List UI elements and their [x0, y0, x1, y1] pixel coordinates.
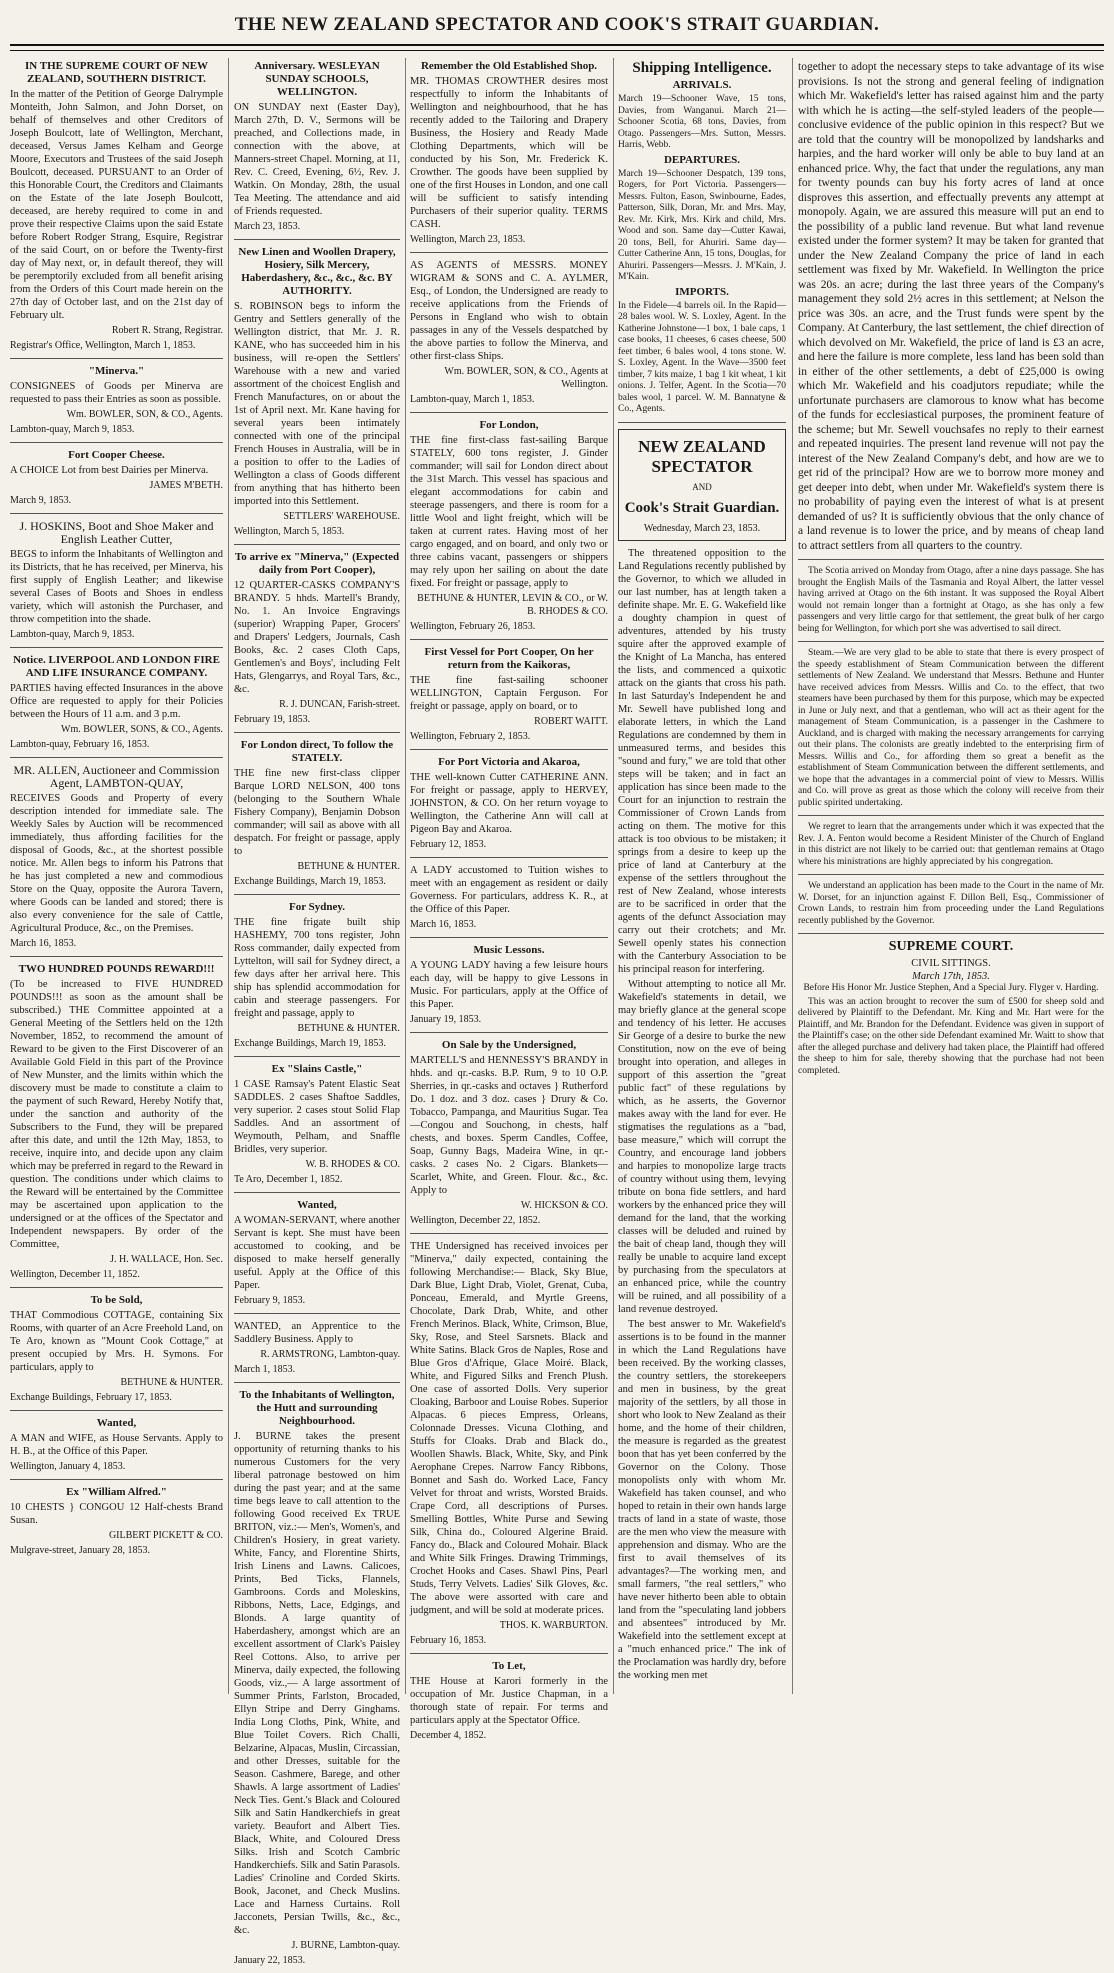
ad-ship-stately	[410, 419, 608, 640]
ad-ship-wellington	[410, 646, 608, 750]
subsection-heading: IMPORTS.	[675, 285, 729, 298]
masthead-rule-thin	[10, 50, 1104, 51]
ad-burne	[234, 1389, 400, 1973]
court-before: Before His Honor Mr. Justice Stephen, And a Special Jury. Flyger v. Harding.	[803, 983, 1099, 993]
ad-date: Lambton-quay, March 9, 1853.	[10, 629, 135, 640]
column-divider	[228, 58, 229, 1694]
ad-crowther	[410, 60, 608, 253]
ad-body: THE fine fast-sailing schooner WELLINGTON, Captain Ferguson. For freight or passage, apply on board, or to	[410, 675, 608, 712]
ad-heading: To arrive ex "Minerva," (Expected daily from Port Cooper),	[234, 551, 400, 576]
ad-signature: R. ARMSTRONG, Lambton-quay.	[260, 1349, 400, 1360]
ad-signature: J. BURNE, Lambton-quay.	[291, 1940, 400, 1951]
masthead-title: THE NEW ZEALAND SPECTATOR AND COOK'S STRAIT GUARDIAN.	[234, 14, 880, 35]
ad-body: PARTIES having effected Insurances in the above Office are requested to apply for their Policies between the Hours of 11 a.m. and 3 p.m.	[10, 683, 223, 720]
ad-body: THE fine frigate built ship HASHEMY, 700 tons register, John Ross commander, daily expected from Lyttelton, will sail for Sydney direct, a few days after her arrival here. This ship has splendid accommodation for cabin and steerage passengers. For freight and passage, apply to	[234, 917, 400, 1019]
editorial-paragraph: together to adopt the necessary steps to take advantage of its wise provisions. Is not the strong and general feeling of indignation which Mr. Wakefield's letter has raised against him and the party with which he is acting—the self-styled leaders of the people—conclusive evidence of the public opinion in this respect? But we are told that the country will be monopolized by landsharks and harpies, and the hard worker will only be able to buy land at an enhanced price. Why, the fact that under the regulations, any man for twenty pounds can buy his forty acres of land at once disproves this assertion, and effectually prevents any attempt at monopoly. Again, we are assured this measure will put an end to the possibility of a public land revenue. But what land revenue existed under the former system? It may be taken for granted that under the New Zealand Company the price of land in each settlement was fixed by Mr. Wakefield. In Wellington the price was 20s. an acre; during the last three years of the Company's management they sold 2½ acres in this settlement; at Nelson the price was 30s. an acre, and the Trust funds were spent by the Company. At Canterbury, the last settlement, the chief direction of which devolved on Mr. Wakefield, the price of land is £3 an acre, and here the failure is more complete, less land has been sold than in either of the other settlements, a debt of £25,000 is owing which Mr. Wakefield and his coadjutors repudiate; while the unfortunate purchasers are clamorous to know what has become of the funds for ecclesiastical purposes, the prominent feature of the scheme; but Mr. Sewell vouchsafes no reply to their earnest and repeated inquiries. The present land revenue will not pay the interest of the New Zealand Company's debt, and how are we to get rid of the principal? How are we to borrow more money and get deeper into debt, when under Mr. Wakefield's system there is no probability of paying even the interest of what is at present demanded of us? It is sufficiently obvious that the only chance of a land revenue is to lower the price, and by means of cheap land to attract settlers from all quarters to the country.	[798, 61, 1104, 552]
ad-date: December 4, 1852.	[410, 1730, 487, 1741]
ad-body: A WOMAN-SERVANT, where another Servant is kept. She must have been accustomed to cooking, and be disposed to make herself generally useful. Apply at the Office of this Paper.	[234, 1215, 400, 1291]
ad-date: February 9, 1853.	[234, 1295, 306, 1306]
ad-agents	[410, 259, 608, 413]
ad-signature: W. B. RHODES & CO.	[305, 1159, 400, 1170]
ad-heading: First Vessel for Port Cooper, On her return from the Kaikoras,	[424, 646, 594, 671]
ad-signature: BETHUNE & HUNTER.	[297, 861, 400, 872]
ad-signature: BETHUNE & HUNTER.	[297, 1023, 400, 1034]
ad-date: February 12, 1853.	[410, 839, 487, 850]
departures-text: March 19—Schooner Despatch, 139 tons, Rogers, for Port Victoria. Passengers—Messrs. Fulton, Eason, Swinbourne, Eades, Patterson, Silk, Doran, Mr. and Mrs. May, Rev. Mr. Kirk, Mrs. Kirk and child, Mrs. Wood and son. Same day—Cutter Kawai, 20 tons, Bell, for Ahuriri. Same day—Cutter Catherine Ann, 15 tons, Douglas, for Ahuriri. Passengers—Messrs. J. M'Kain, J. M'Kain.	[618, 168, 786, 282]
notice-insurance	[10, 654, 223, 758]
ad-heading: Wanted,	[297, 1199, 337, 1211]
ad-heading: IN THE SUPREME COURT OF NEW ZEALAND, SOUTHERN DISTRICT.	[24, 60, 209, 85]
ad-cheese	[10, 449, 223, 514]
imports-text: In the Fidele—4 barrels oil. In the Rapid—28 bales wool. W. S. Loxley, Agent. In the Katherine Johnstone—1 box, 1 bale caps, 1 case books, 11 cheeses, 6 cases cheese, 500 feet timber, 6 bales wool, 4 tons stone. W. S. Loxley, Agent. In the Wave—3500 feet timber, 7 kits maize, 1 bag 1 kit wheat, 1 kit onions. J. Telfer, Agent. In the Scotia—70 bales wool, 1 parcel. W. M. Bannatyne & Co., Agents.	[618, 300, 786, 414]
arrivals-text: March 19—Schooner Wave, 15 tons, Davies, from Wanganui. March 21—Schooner Scotia, 68 tons, Davies, from Otago. Passengers—Mrs. Sutton, Messrs. Harris, Webb.	[618, 94, 786, 150]
ad-date: Wellington, December 22, 1852.	[410, 1215, 541, 1226]
ad-heading: For London,	[479, 419, 539, 431]
court-title: SUPREME COURT.	[888, 939, 1014, 954]
ad-date: February 16, 1853.	[410, 1635, 487, 1646]
notice-reward	[10, 963, 223, 1288]
ad-date: Lambton-quay, March 1, 1853.	[410, 394, 535, 405]
ad-date: Wellington, March 23, 1853.	[410, 234, 526, 245]
ad-ship-catherine-ann	[410, 756, 608, 858]
section-title: Shipping Intelligence.	[632, 60, 772, 76]
ad-heading: "Minerva."	[88, 365, 145, 377]
news-note	[798, 822, 1104, 875]
ad-heading: TWO HUNDRED POUNDS REWARD!!!	[18, 963, 215, 975]
ad-signature: ROBERT WAITT.	[534, 716, 608, 727]
ad-date: Te Aro, December 1, 1852.	[234, 1174, 343, 1185]
ad-body: THE House at Karori formerly in the occupation of Mr. Justice Chapman, in a thorough state of repair. For terms and particulars apply at the Spectator Office.	[410, 1676, 608, 1726]
ad-date: Exchange Buildings, March 19, 1853.	[234, 1038, 386, 1049]
ad-heading: Fort Cooper Cheese.	[68, 449, 165, 461]
ad-date: February 19, 1853.	[234, 714, 311, 725]
ad-hickson	[410, 1039, 608, 1234]
ad-apprentice	[234, 1320, 400, 1383]
ad-ship-sydney	[234, 901, 400, 1057]
ad-signature: R. J. DUNCAN, Farish-street.	[279, 699, 400, 710]
ad-date: March 1, 1853.	[234, 1364, 296, 1375]
notice-wesleyan	[234, 60, 400, 240]
paper-date: Wednesday, March 23, 1853.	[643, 522, 761, 534]
ad-ship-london	[234, 739, 400, 895]
paper-subtitle: Cook's Strait Guardian.	[624, 499, 780, 516]
ad-date: March 16, 1853.	[10, 938, 77, 949]
column-5	[798, 58, 1104, 1694]
paper-title: NEW ZEALAND SPECTATOR	[638, 436, 766, 476]
ad-saddles	[234, 1063, 400, 1193]
column-divider	[405, 58, 406, 1694]
ad-body: A MAN and WIFE, as House Servants. Apply to H. B., at the Office of this Paper.	[10, 1433, 223, 1457]
editorial-paragraph: Without attempting to notice all Mr. Wakefield's statements in detail, we may briefly glance at the general scope and tendency of his letter. He accuses Sir George of a desire to burke the new Constitution, now on the eve of being brought into operation, and alleges in support of this assertion the "great public fact" of these regulations by which, as he asserts, the Governor makes away with the land for ever. He stigmatises the regulations as a "bad, base measure," which will corrupt the Country, and encourage land jobbers and harpies to monopolize large tracts of country without using them, levying tribute on bona fide settlers, and hard workers by the enhanced price they will demand for the land, that the working classes will be deluded and ruined by the bait of cheap land, though they will really be unable to acquire land except by purchasing from the speculators at an enhanced price, while the country will be ruined, and all possibility of a land revenue destroyed.	[618, 978, 786, 1315]
ad-heading: To be Sold,	[90, 1294, 143, 1306]
editorial-paragraph: The threatened opposition to the Land Regulations recently published by the Governor, to which we alluded in our last number, has at length taken a definite shape. Mr. E. G. Wakefield like a doughty champion in quest of adventures, attended by his trusty squire after the approved example of the Knight of La Mancha, has entered the lists, and commenced a quixotic attack on the giants that cross his path. In last Saturday's Independent he and Mr. Sewell have published long and elaborate letters, in which the Land Regulations are condemned by them in unmeasured terms, and besides this "sound and fury," we are told that other steps will be taken; and in fact an application has since been made to the Court for an injunction to restrain the Commissioner of Crown Lands from acting on them. The motive for this attack is too obvious to be mistaken; it springs from a desire to keep up the price of land at Canterbury at the expense of the settlers throughout the rest of New Zealand, whose interests are to be sacrificed in order that the agents of the defunct Association may carry out their crotchets; and Mr. Sewell openly states his connection with the Canterbury Association to be his principal reason for interfering.	[618, 547, 786, 975]
news-paragraph: We regret to learn that the arrangements under which it was expected that the Rev. J. A. Fenton would become a Resident Minister of the Church of England in this district are not likely to be carried out: that gentleman remains at Otago where his ministrations are highly appreciated by his congregation.	[798, 822, 1104, 867]
ad-woman-servant	[234, 1199, 400, 1314]
court-report	[798, 940, 1104, 1077]
ad-heading: New Linen and Woollen Drapery, Hosiery, Silk Mercery, Haberdashery, &c., &c., &c. BY AUTHORITY.	[238, 246, 396, 297]
ad-heading: For Sydney.	[288, 901, 346, 913]
ad-body: A YOUNG LADY having a few leisure hours each day, will be happy to give Lessons in Music. For particulars, apply at the Office of this Paper.	[410, 960, 608, 1010]
ad-signature: BETHUNE & HUNTER, LEVIN & CO., or W. B. RHODES & CO.	[417, 593, 608, 617]
column-divider	[792, 58, 793, 1694]
ad-signature: J. H. WALLACE, Hon. Sec.	[110, 1254, 223, 1265]
ad-date: January 19, 1853.	[410, 1014, 482, 1025]
court-date: March 17th, 1853.	[912, 971, 990, 982]
ad-heading: For Port Victoria and Akaroa,	[438, 756, 580, 768]
ad-body: THE fine new first-class clipper Barque LORD NELSON, 400 tons (belonging to the Southern Whale Fishery Company), Benjamin Dobson commander; will sail as above with all despatch. For freight or passage, apply to	[234, 768, 400, 857]
ad-congou	[10, 1486, 223, 1563]
ad-signature: BETHUNE & HUNTER.	[120, 1377, 223, 1388]
ad-heading: MR. ALLEN, Auctioneer and Commission Agent, LAMBTON-QUAY,	[13, 763, 220, 790]
ad-heading: Music Lessons.	[473, 944, 545, 956]
news-note	[798, 566, 1104, 642]
ad-heading: Remember the Old Established Shop.	[420, 60, 598, 72]
ad-signature: Wm. BOWLER, SON, & CO., Agents.	[66, 409, 223, 420]
ad-date: Wellington, January 4, 1853.	[10, 1461, 126, 1472]
notice-supreme-court	[10, 60, 223, 359]
ad-date: Lambton-quay, February 16, 1853.	[10, 739, 150, 750]
ad-date: Exchange Buildings, February 17, 1853.	[10, 1392, 172, 1403]
ad-signature: W. HICKSON & CO.	[520, 1200, 608, 1211]
editorial	[618, 547, 786, 1682]
ad-date: Exchange Buildings, March 19, 1853.	[234, 876, 386, 887]
news-note	[798, 648, 1104, 816]
ad-warburton	[410, 1240, 608, 1654]
column-2	[234, 58, 400, 1966]
ad-body: 1 CASE Ramsay's Patent Elastic Seat SADDLES. 2 cases Shaftoe Saddles, very superior. 2 cases stout Solid Flap Saddles. And an assortment of Weymouth, Pelham, and Snaffle Bridles, very superior.	[234, 1079, 400, 1155]
editorial-continued	[798, 60, 1104, 560]
ad-signature: Wm. BOWLER, SON, & CO., Agents at Wellington.	[444, 366, 608, 390]
news-note	[798, 881, 1104, 934]
ad-heading: Wanted,	[96, 1417, 137, 1429]
paper-and: AND	[692, 481, 712, 492]
ad-heading: J. HOSKINS, Boot and Shoe Maker and English Leather Cutter,	[19, 519, 214, 546]
ad-date: Wellington, February 26, 1853.	[410, 621, 536, 632]
ad-governess	[410, 864, 608, 938]
ad-date: Registrar's Office, Wellington, March 1, 1853.	[10, 340, 196, 351]
court-body: This was an action brought to recover the sum of £500 for sheep sold and delivered by Plaintiff to the Defendant. Mr. King and Mr. Hart were for the Plaintiff, and Mr. Brandon for the Defendant. Evidence was given in support of the Plaintiff's case; on the other side Defendant examined Mr. Waitt to show that after the alleged purchase and delivery had taken place, the Plaintiff had offered the sheep to him for sale, thereby showing that the purchase had not been completed.	[798, 996, 1104, 1076]
ad-heading: Notice. LIVERPOOL AND LONDON FIRE AND LIFE INSURANCE COMPANY.	[13, 654, 220, 679]
ad-body: THE Undersigned has received invoices per "Minerva," daily expected, containing the following Merchandise:— Black, Sky Blue, Dark Blue, Light Drab, Violet, Grenat, Cuba, Ponceau, Emerald, and Myrtle Greens, Chocolate, Dark Drab, White, and other French Merinos. Black, White, Crimson, Blue, Sky, Rose, and Steel Sarsnets. Black and White Satins. Black Gros de Naples, Rose and Blue Gros d'Afrique, Glace Moiré. Black, White, and Figured Silks and French Plush. One case of assorted Dolls. Very superior Cloaking, Barboor and Louise Robes. Superior Alpacas. 6 pieces Empress, Orleans, Colonnade Dresses. Vicuna Clothing, and Stuffs for Cloaks. Drab and Black do., Woollen Shawls. Black, White, Sky, and Pink Aerophane Crepes. Narrow Fancy Ribbons, Bonnet and Sash do. Worked Lace, Fancy Velvet for throat and wrists, Worsted Braids. Crape Cord, all descriptions of Purses. Smelling Bottles, White Purse and Sewing Silk, China do., Coloured Algerine Braid. Fancy do., Black and Coloured Mohair. Black and White Silk Fringes. Drawing Trimmings, Crochet Hooks and Cases. Shawl Pins, Pearl Studs, Terry Velvets. Ladies' Silk Gloves, &c. The above were assorted with care and judgment, and will be sold at moderate prices.	[410, 1241, 608, 1616]
editorial-paragraph: The best answer to Mr. Wakefield's assertions is to be found in the manner in which the Land Regulations have been received. By the working classes, the country settlers, the storekeepers and men in business, by the great majority of the settlers, by all those in short who look to New Zealand as their home, and the home of their children, the measure is regarded as the greatest boon that has yet been conferred by the Governor on the Colony. Those monopolists only with whom Mr. Wakefield has taken counsel, and who hoped to retain in their own hands large tracts of land in a state of waste, those are the men who view the measure with apprehension and dismay. Who are the first to avail themselves of its advantages?—The working men, and small farmers, "the real settlers," who have never hitherto been able to obtain land from the "speculating land jobbers and absentees" introduced by Mr. Wakefield into the settlement except at a "much enhanced price." The ink of the Proclamation was hardly dry, before the working men met	[618, 1318, 786, 1681]
ad-cottage	[10, 1294, 223, 1411]
ad-drapery	[234, 246, 400, 545]
ad-body: BEGS to inform the Inhabitants of Wellington and its Districts, that he has received, per Minerva, his first supply of English Leather; and likewise several Cases of Boots and Shoes in endless variety, which will astonish the Purchaser, and throw competition into the shade.	[10, 549, 223, 625]
ad-heading: For London direct, To follow the STATELY.	[240, 739, 394, 764]
ad-body: J. BURNE takes the present opportunity of returning thanks to his numerous Customers for the very liberal patronage bestowed on him during the past year; and at the same time begs leave to call attention to the following Good received Ex TRUE BRITON, viz.:— Men's, Women's, and Children's Hosiery, in great variety. White, Fancy, and Florentine Shirts, Irish Linens and Lawns. Calicoes, Prints, Bed Ticks, Flannels, Gambroons. Cords and Moleskins, Ribbons, Netts, Lace, Edgings, and Blonds. A large quantity of Haberdashery, amongst which are an excellent assortment of Clark's Paisley Reel Cottons. Also, to arrive per Minerva, daily expected, the following Goods, viz.,— A large assortment of Summer Prints, Farlston, Brocaded, Ellyn Stripe and Derry Ginghams. India Long Cloths, Pink, White, and Blue Toilet Covers. Rich Challi, Belzarine, Alpacas, Muslin, Circassian, and other Dresses, suitable for the Season. Cashmere, Barege, and other Shawls. A large assortment of Ladies' Neck Ties. Gent.'s Black and Coloured Silk and Satin Handkerchiefs in great variety. Beaufort and Albert Ties. Black, White, and Coloured Dress Silks. Irish and Scotch Cambric Handkerchiefs. Silk and Satin Parasols. Ladies' Crinoline and Corded Skirts. Book, Jaconet, and Check Muslins. Lace and Harness Curtains. Roll Jacconets, Persian Twills, &c., &c., &c.	[234, 1431, 400, 1936]
ad-signature: GILBERT PICKETT & CO.	[108, 1530, 223, 1541]
column-1	[10, 58, 223, 1694]
ad-body: (To be increased to FIVE HUNDRED POUNDS!!! as soon as the amount shall be subscribed.) THE Committee appointed at a General Meeting of the Settlers held on the 12th November, 1852, to recommend the amount of Reward to be given to the First Discoverer of an Available Gold Field in this part of the Province of New Munster, and the limits within which the discovery must be made to constitute a claim to the payment of such Reward, Hereby Notify that, under the sanction and authority of the Subscribers to the Fund, they will be prepared after this date, and until the 12th May, 1853, to receive, inquire into, and decide upon any claim which may be preferred in regard to the Reward in question. The conditions under which claims to the Reward will be entertained by the Committee may be ascertained upon application to the undersigned or at the offices of the Spectator and Independent newspapers. By order of the Committee,	[10, 979, 223, 1250]
ad-signature: SETTLERS' WAREHOUSE.	[283, 511, 400, 522]
column-3	[410, 58, 608, 1741]
ad-body: S. ROBINSON begs to inform the Gentry and Settlers generally of the Wellington district, that Mr. J. R. KANE, who has succeeded him in his business, will re-open the Settlers' Warehouse with a new and varied assortment of the choicest English and French Manufactures, on or about the 1st of April next. Mr. Kane having for several years been intimately connected with one of the principal French Houses in Australia, will be in a position to offer to the Ladies of Wellington a class of Goods different from anything that has hitherto been imported into this Settlement.	[234, 301, 400, 507]
ad-signature: JAMES M'BETH.	[149, 480, 223, 491]
column-4	[618, 58, 786, 1694]
ad-body: THE fine first-class fast-sailing Barque STATELY, 600 tons register, J. Ginder commander; will sail for London direct about the 31st March. This vessel has spacious and elegant accommodations for cabin and steerage passengers, and there is room for a little Wool and light freight, which will be taken at current rates. Having most of her cargo engaged, and on board, and only two or three cabins vacant, passengers or shippers may rely upon her sailing on about the date fixed. For freight or passage, apply to	[410, 435, 608, 589]
news-paragraph: Steam.—We are very glad to be able to state that there is every prospect of the speedy establishment of Steam Communication between the different settlements of New Zealand. We understand that Messrs. Bethune and Hunter have received advices from Messrs. Willis and Co. to the effect, that two steamers have been purchased by them for this purpose, which may be expected in June or July next, and that a gentleman, who will act as their agent for the management of Steam Communication, is a passenger in the Cashmere to Auckland, and is charged with making the necessary arrangements for carrying out their plans. The colonists are greatly indebted to the enterprising firm of Messrs. Willis and Co., for affording them so great a benefit as the establishment of Steam Communication between the different settlements, and we hope that the advantages in a commercial point of view to Messrs. Willis and Co. will prove as great as those which the colony will receive from their public spirited undertaking.	[798, 648, 1104, 808]
subsection-heading: DEPARTURES.	[663, 153, 741, 166]
ad-body: WANTED, an Apprentice to the Saddlery Business. Apply to	[234, 1321, 400, 1345]
ad-heading: To the Inhabitants of Wellington, the Hutt and surrounding Neighbourhood.	[239, 1389, 395, 1427]
ad-allen	[10, 764, 223, 957]
ad-signature: THOS. K. WARBURTON.	[499, 1620, 608, 1631]
ad-body: MR. THOMAS CROWTHER desires most respectfully to inform the Inhabitants of Wellington and neighbourhood, that he has recently added to the Tailoring and Drapery Business, the Hosiery and Ready Made Clothing Departments, which will be conducted by his Son, Mr. Frederick K. Crowther. The goods have been supplied by one of the first Houses in London, and one call will be sufficient to satisfy intending Purchasers of their superior quality. TERMS CASH.	[410, 76, 608, 230]
news-paragraph: We understand an application has been made to the Court in the name of Mr. W. Dorset, for an injunction against F. Dillon Bell, Esq., Commissioner of Crown Lands, to restrain him from proceeding under the Land Regulations recently published by the Governor.	[798, 881, 1104, 926]
ad-date: March 9, 1853.	[10, 495, 72, 506]
ad-to-let	[410, 1660, 608, 1748]
ad-body: In the matter of the Petition of George Dalrymple Monteith, John Salmon, and John Dorset, on behalf of themselves and other Creditors of Joseph Boulcott, late of Wellington, Merchant, deceased, Versus James Kelham and George Moore, Executors and Trustees of the said Joseph Boulcott, deceased. PURSUANT to an Order of this Honorable Court, the Creditors and Claimants on the Estate of the late Joseph Boulcott, deceased, are hereby required to come in and prove their respective Claims upon the said Estate before Robert Rodger Strang, Esquire, Registrar of the said Court, on or before the Twenty-first day of May next, or, in default thereof, they will be peremptorily excluded from all benefit arising from the Orders of this Court made herein on the 27th day of October last, and on the 21st day of February ult.	[10, 89, 223, 321]
ad-date: March 23, 1853.	[234, 221, 301, 232]
ad-heading: Anniversary. WESLEYAN SUNDAY SCHOOLS, WELLINGTON.	[254, 60, 380, 98]
ad-hoskins	[10, 520, 223, 648]
ad-body: AS AGENTS of MESSRS. MONEY WIGRAM & SONS and C. A. AYLMER, Esq., of London, the Undersigned are ready to receive applications from the Friends of Persons in England who wish to obtain passages in any of the Vessels despatched by the above parties to follow the Minerva, and other first-class Ships.	[410, 260, 608, 362]
ad-brandy	[234, 551, 400, 733]
ad-date: January 22, 1853.	[234, 1955, 306, 1966]
ad-date: Wellington, February 2, 1853.	[410, 731, 531, 742]
ad-date: Wellington, March 5, 1853.	[234, 526, 345, 537]
news-paragraph: The Scotia arrived on Monday from Otago, after a nine days passage. She has brought the English Mails of the Tasmania and Royal Albert, the latter vessel having arrived at Otago on the 6th instant. It was supposed the Royal Albert would not remain longer than a fortnight at Otago, as she has only a few passengers and very little cargo for that settlement, the great bulk of her cargo being for Wellington, for which port she was advertised to sail direct.	[798, 566, 1104, 634]
ad-date: Mulgrave-street, January 28, 1853.	[10, 1545, 150, 1556]
ad-wanted-servants	[10, 1417, 223, 1480]
shipping-intelligence	[618, 62, 786, 423]
notice-minerva	[10, 365, 223, 443]
ad-body: MARTELL'S and HENNESSY'S BRANDY in hhds. and qr.-casks. B.P. Rum, 9 to 10 O.P. Sherries, in qr.-casks and octaves } Rutherford Do. 1 doz. and 3 doz. cases } Drury & Co. Tobacco, Pampanga, and Mauritius Sugar. Tea—Congou and Souchong, in chests, half chests, and boxes. Sperm Candles, Coffee, Soap, Gunny Bags, Madeira Wine, in qr.-casks. 2 cases No. 2 Cigars. Blankets—Scarlet, White, and Green. Flour. &c., &c. Apply to	[410, 1055, 608, 1196]
ad-heading: Ex "William Alfred."	[66, 1486, 167, 1498]
court-subtitle: CIVIL SITTINGS.	[911, 958, 991, 969]
ad-date: Wellington, December 11, 1852.	[10, 1269, 140, 1280]
ad-signature: Wm. BOWLER, SONS, & CO., Agents.	[61, 724, 223, 735]
ad-body: THE well-known Cutter CATHERINE ANN. For freight or passage, apply to HERVEY, JOHNSTON, & CO. On her return voyage to Wellington, the Catherine Ann will call at Pigeon Bay and Akaroa.	[410, 772, 608, 835]
ad-heading: Ex "Slains Castle,"	[271, 1063, 363, 1075]
ad-signature: Robert R. Strang, Registrar.	[111, 325, 223, 336]
ad-body: A LADY accustomed to Tuition wishes to meet with an engagement as resident or daily Governess. For particulars, address K. R., at the Office of this Paper.	[410, 865, 608, 915]
ad-date: Lambton-quay, March 9, 1853.	[10, 424, 135, 435]
ad-body: 12 QUARTER-CASKS COMPANY'S BRANDY. 5 hhds. Martell's Brandy, No. 1. An Invoice Engravings (superior) Wrapping Paper, Grocers' and Drapers' Ledgers, Journals, Cash Books, &c. 2 cases Cloth Caps, Gentlemen's and Boys', including Felt Hats, Glengarrys, and Royal Tars, &c., &c.	[234, 580, 400, 695]
ad-body: THAT Commodious COTTAGE, containing Six Rooms, with quarter of an Acre Freehold Land, on Te Aro, known as "Mount Cook Cottage," at present occupied by Mrs. H. Symons. For particulars, apply to	[10, 1310, 223, 1373]
ad-heading: On Sale by the Undersigned,	[441, 1039, 577, 1051]
ad-body: RECEIVES Goods and Property of every description intended for immediate sale. The Weekly Sales by Auction will be recommenced immediately, thus affording facilities for the disposal of Goods, &c., at the shortest possible notice. Mr. Allen begs to inform his Patrons that he has just completed a new and commodious Store on the Quay, opposite the Aurora Tavern, where Goods can be landed and stored; there is also every convenience for the sale of Cattle, Agricultural Produce, &c., on the Premises.	[10, 793, 223, 934]
ad-date: March 16, 1853.	[410, 919, 477, 930]
column-divider	[613, 58, 614, 1694]
paper-nameplate	[618, 429, 786, 541]
ad-heading: To Let,	[492, 1660, 526, 1672]
ad-body: CONSIGNEES of Goods per Minerva are requested to pass their Entries as soon as possible.	[10, 381, 223, 405]
subsection-heading: ARRIVALS.	[672, 79, 732, 91]
masthead-rule	[10, 44, 1104, 46]
ad-music	[410, 944, 608, 1033]
ad-body: A CHOICE Lot from best Dairies per Minerva.	[10, 465, 209, 476]
ad-body: 10 CHESTS } CONGOU 12 Half-chests Brand Susan.	[10, 1502, 223, 1526]
ad-body: ON SUNDAY next (Easter Day), March 27th, D. V., Sermons will be preached, and Collections made, in connection with the above, at Manners-street Chapel. Morning, at 11, Rev. C. Creed, Evening, 6½, Rev. J. Watkin. On Monday, 28th, the usual Tea Meeting. The attendance and aid of Friends requested.	[234, 102, 400, 217]
